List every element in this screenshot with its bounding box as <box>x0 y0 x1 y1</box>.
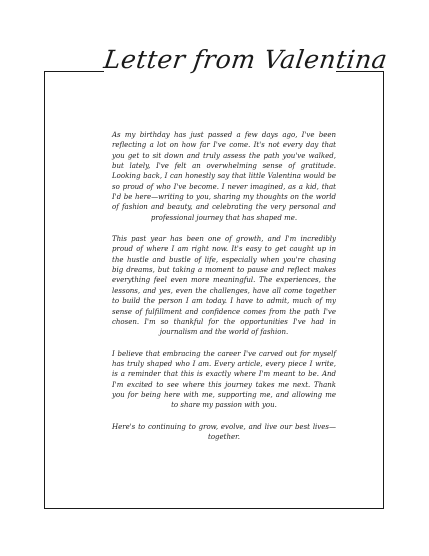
letter-title: Letter from Valentina <box>102 45 390 74</box>
letter-paragraph-3: I believe that embracing the career I've carved out for myself has truly shaped who I am. Every article, every piece I write, is a reminder that this is exactly where I'm meant to be. And I'm excited to see where this journey takes me next. Thank you for being here with me, supporting me, and allowing me to share my passion with you. <box>112 349 336 410</box>
letter-body <box>112 130 336 453</box>
letter-paragraph-1: As my birthday has just passed a few days ago, I've been reflecting a lot on how far I've come. It's not every day that you get to sit down and truly assess the path you've walked, but lately, I've felt an overwhelming sense of gratitude. Looking back, I can honestly say that little Valentina would be so proud of who I've become. I never imagined, as a kid, that I'd be here—writing to you, sharing my thoughts on the world of fashion and beauty, and celebrating the very personal and professional journey that has shaped me. <box>112 131 336 222</box>
letter-paragraph-4: Here's to continuing to grow, evolve, and live our best lives—together. <box>112 422 336 441</box>
letter-paragraph-2: This past year has been one of growth, and I'm incredibly proud of where I am right now. It's easy to get caught up in the hustle and bustle of life, especially when you're chasing big dreams, but taking a moment to pause and reflect makes everything feel even more meaningful. The experiences, the lessons, and yes, even the challenges, have all come together to build the person I am today. I have to admit, much of my sense of fulfillment and confidence comes from the path I've chosen. I'm so thankful for the opportunities I've had in journalism and the world of fashion. <box>112 235 336 337</box>
